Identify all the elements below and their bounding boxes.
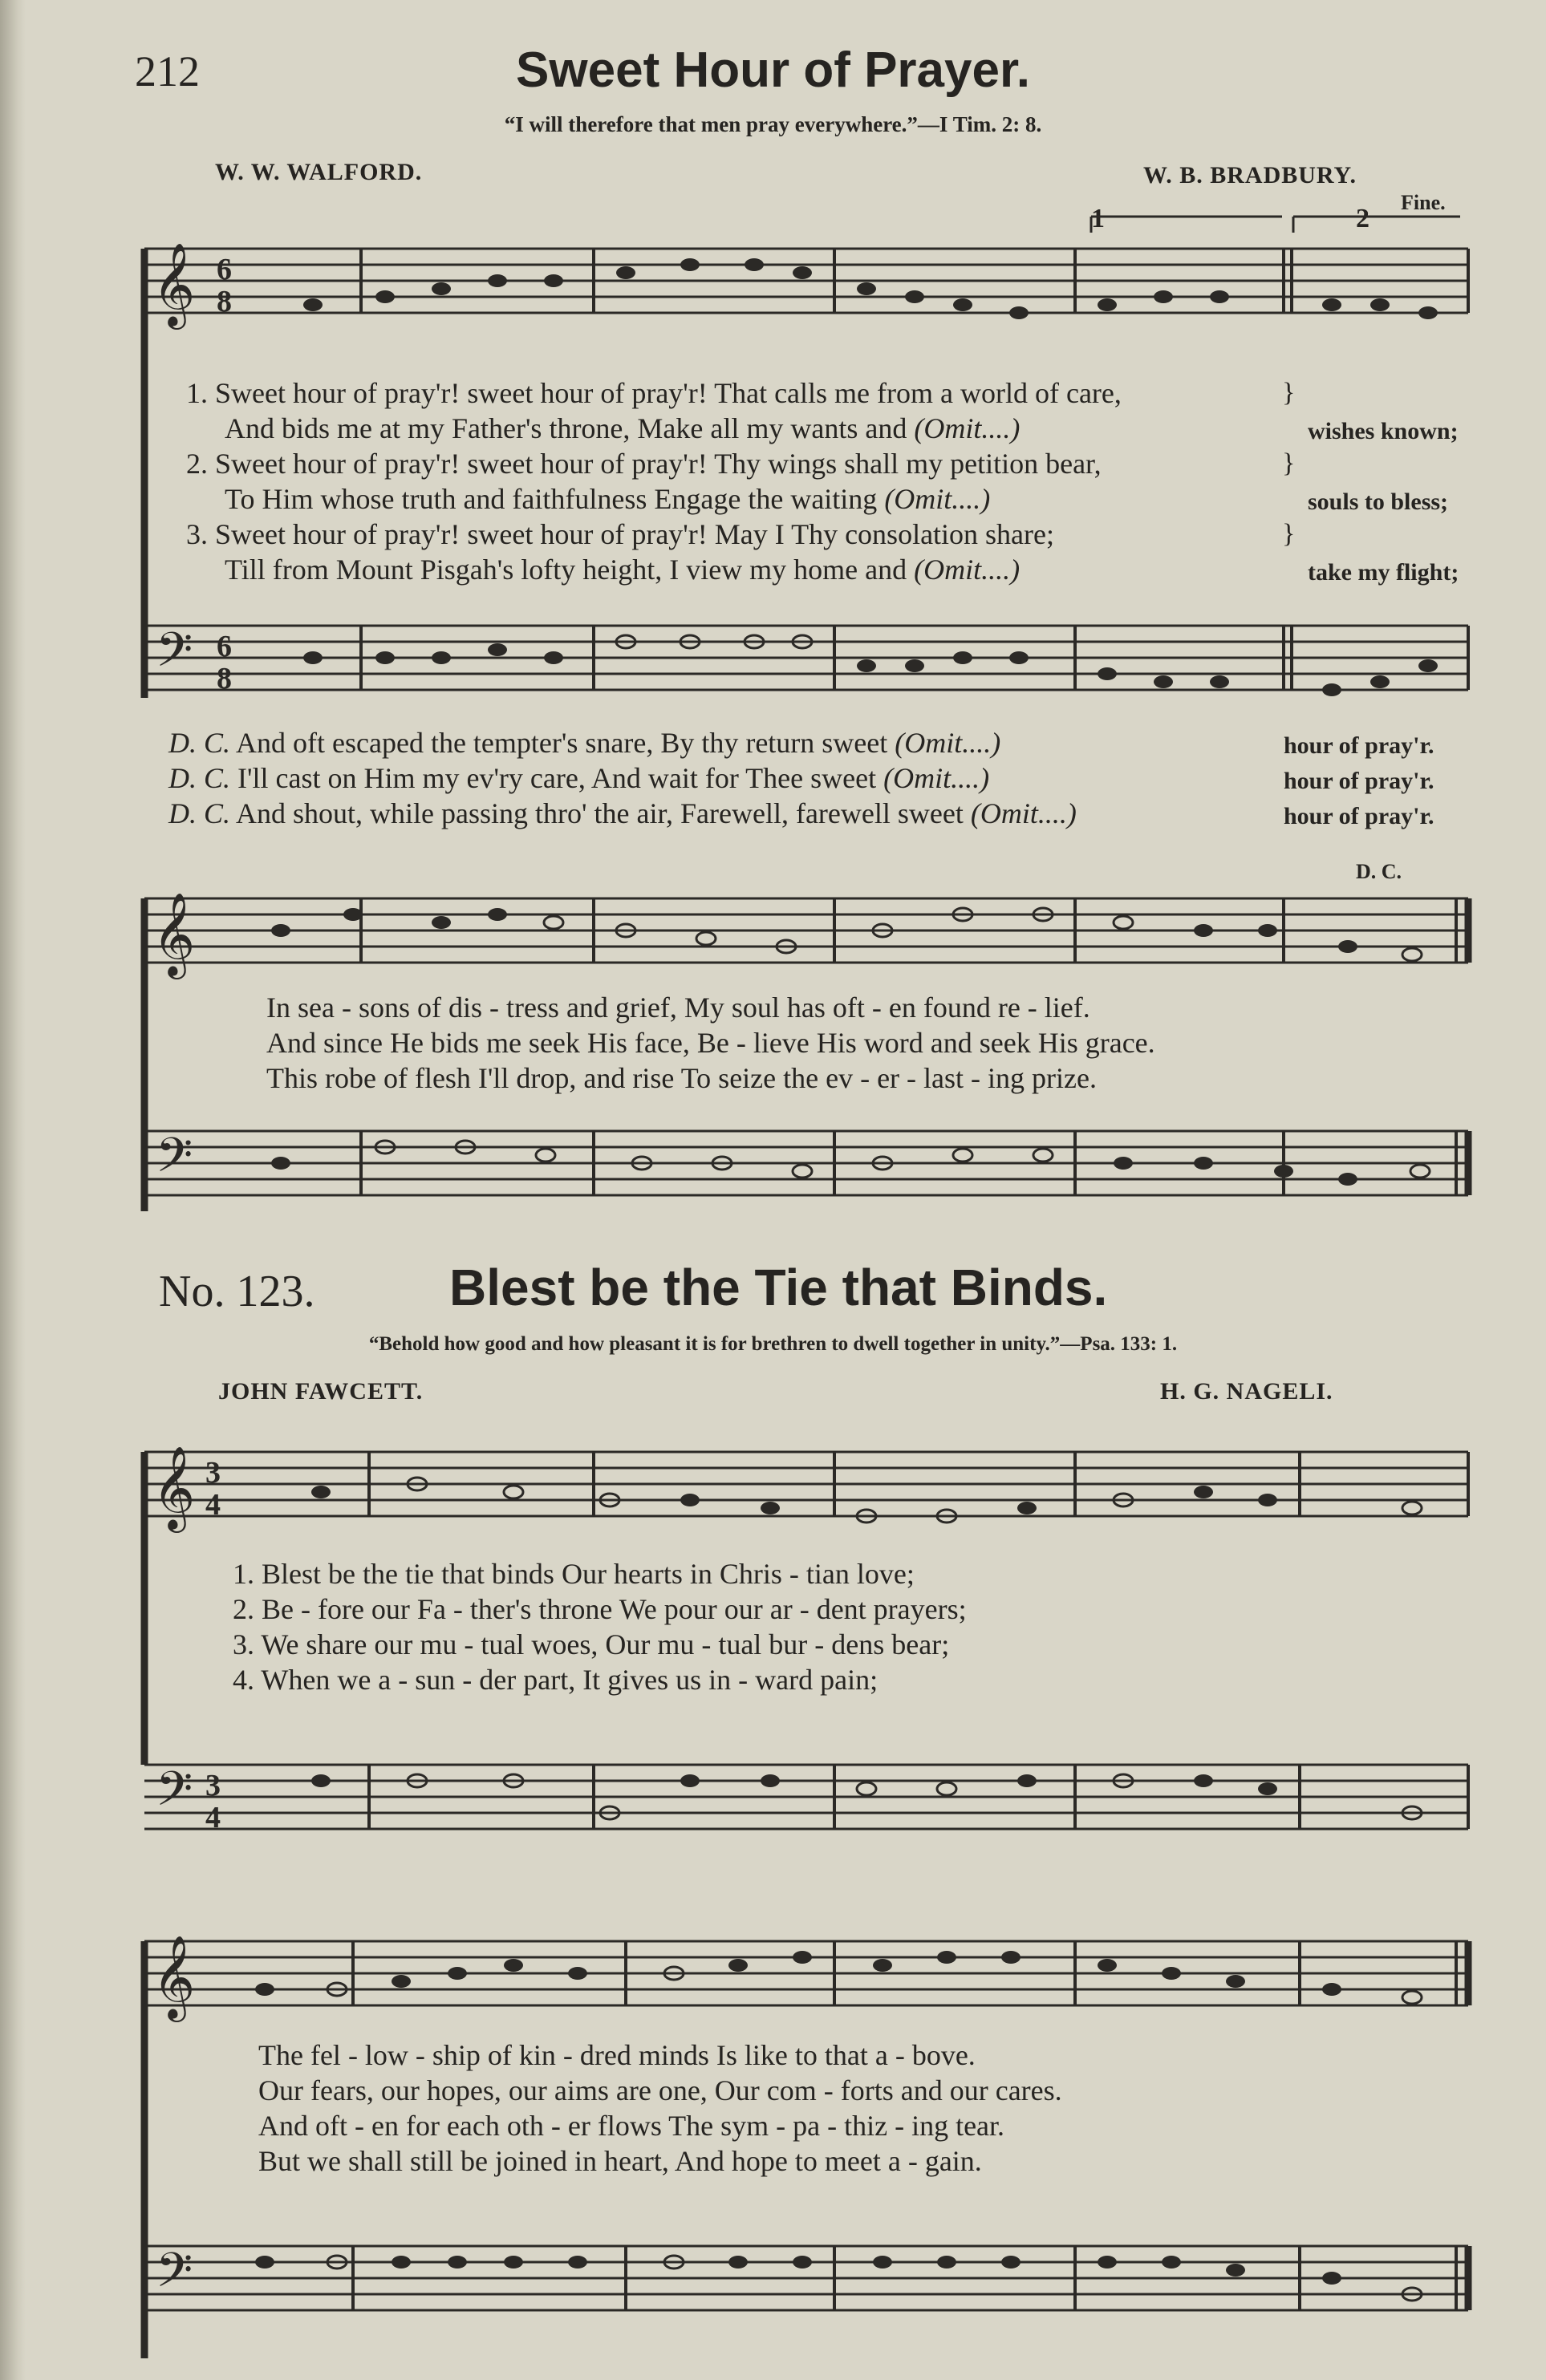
lyricist: W. W. WALFORD. — [215, 159, 423, 185]
note-heads — [303, 635, 1438, 696]
stanza-line: 4. When we a - sun - der part, It gives us in - ward pain; — [233, 1664, 879, 1696]
dc-line: D. C. I'll cast on Him my ev'ry care, And wait for Thee sweet (Omit....) — [168, 762, 990, 794]
svg-text:6: 6 — [217, 630, 232, 663]
treble-staff-2 — [144, 882, 1476, 995]
bass-clef-icon — [156, 1127, 193, 1194]
bass-clef-icon — [156, 2242, 193, 2309]
stanza-line: 1. Blest be the tie that binds Our hearts in Chris - tian love; — [233, 1558, 915, 1590]
second-ending-number: 2 — [1356, 204, 1369, 233]
treble-clef-icon — [152, 892, 195, 979]
svg-text:6: 6 — [217, 253, 232, 286]
bass-clef-icon — [156, 1761, 193, 1828]
stanza-line: And oft - en for each oth - er flows The sym - pa - thiz - ing tear. — [258, 2110, 1005, 2142]
dc-line: D. C. And shout, while passing thro' the air, Farewell, farewell sweet (Omit....) — [168, 797, 1077, 829]
bass-staff-3 — [144, 1749, 1476, 1861]
stanza-line: But we shall still be joined in heart, And hope to meet a - gain. — [258, 2145, 982, 2177]
lyricist: JOHN FAWCETT. — [218, 1378, 424, 1405]
first-ending-number: 1 — [1091, 204, 1105, 233]
verse-line: 2. Sweet hour of pray'r! sweet hour of pray'r! Thy wings shall my petition bear, — [186, 448, 1102, 480]
svg-text:4: 4 — [205, 1801, 221, 1835]
treble-staff-4 — [144, 1925, 1476, 2037]
treble-clef-icon — [152, 242, 195, 330]
verse-line: Till from Mount Pisgah's lofty height, I view my home and (Omit....) — [225, 553, 1021, 586]
svg-text:𝄢: 𝄢 — [156, 622, 193, 689]
verse-ending: souls to bless; — [1308, 489, 1449, 515]
hymn-title: Sweet Hour of Prayer. — [516, 43, 1030, 98]
bass-staff-4 — [144, 2230, 1476, 2342]
scripture-reference: “Behold how good and how pleasant it is for brethren to dwell together in unity.”—Psa. 133: 1. — [368, 1333, 1178, 1355]
svg-text:𝄢: 𝄢 — [156, 1127, 193, 1194]
bass-staff-2 — [144, 1115, 1476, 1227]
svg-text:3: 3 — [205, 1769, 221, 1802]
treble-clef-icon — [152, 1935, 195, 2022]
treble-staff-1 — [144, 233, 1476, 361]
scripture-reference: “I will therefore that men pray everywhere.”—I Tim. 2: 8. — [504, 112, 1042, 136]
svg-text:𝄢: 𝄢 — [156, 1761, 193, 1828]
book-gutter — [0, 0, 26, 2380]
verse-line: To Him whose truth and faithfulness Engage the waiting (Omit....) — [225, 483, 991, 515]
fine-mark: Fine. — [1401, 191, 1446, 214]
note-heads — [255, 1951, 1422, 2004]
refrain-line: And since He bids me seek His face, Be - lieve His word and seek His grace. — [266, 1027, 1155, 1059]
svg-text:𝄞: 𝄞 — [152, 1935, 196, 2019]
hymn-number: No. 123. — [159, 1267, 315, 1316]
hymn-title: Blest be the Tie that Binds. — [449, 1259, 1108, 1316]
svg-text:4: 4 — [205, 1488, 221, 1522]
verse-line: 3. Sweet hour of pray'r! sweet hour of pray'r! May I Thy consolation share; — [186, 518, 1055, 550]
dc-mark: D. C. — [1356, 860, 1402, 883]
page-number: 212 — [135, 47, 200, 95]
verse-line: 1. Sweet hour of pray'r! sweet hour of pray'r! That calls me from a world of care, — [186, 377, 1122, 409]
svg-text:3: 3 — [205, 1456, 221, 1490]
svg-text:𝄢: 𝄢 — [156, 2242, 193, 2309]
svg-text:𝄞: 𝄞 — [152, 892, 196, 976]
bass-clef-icon — [156, 622, 193, 689]
treble-clef-icon — [152, 1445, 195, 1533]
note-heads — [303, 258, 1438, 319]
svg-text:𝄞: 𝄞 — [152, 242, 196, 326]
composer: H. G. NAGELI. — [1160, 1378, 1333, 1405]
note-heads — [271, 908, 1422, 961]
svg-text:𝄞: 𝄞 — [152, 1445, 196, 1530]
svg-text:8: 8 — [217, 662, 232, 695]
stanza-line: 3. We share our mu - tual woes, Our mu - tual bur - dens bear; — [233, 1628, 950, 1660]
stanza-line: The fel - low - ship of kin - dred minds Is like to that a - bove. — [258, 2039, 976, 2071]
dc-line: D. C. And oft escaped the tempter's snare, By thy return sweet (Omit....) — [168, 727, 1001, 759]
stanza-line: Our fears, our hopes, our aims are one, Our com - forts and our cares. — [258, 2074, 1062, 2106]
stanza-line: 2. Be - fore our Fa - ther's throne We pour our ar - dent prayers; — [233, 1593, 967, 1625]
refrain-line: In sea - sons of dis - tress and grief, My soul has oft - en found re - lief. — [266, 991, 1090, 1024]
svg-text:8: 8 — [217, 285, 232, 318]
bass-staff-1 — [144, 610, 1476, 722]
refrain-line: This robe of flesh I'll drop, and rise To seize the ev - er - last - ing prize. — [266, 1062, 1097, 1094]
composer: W. B. BRADBURY. — [1143, 162, 1357, 189]
verse-ending: wishes known; — [1308, 418, 1459, 444]
verse-ending: take my flight; — [1308, 559, 1459, 586]
treble-staff-3 — [144, 1436, 1476, 1548]
verse-line: And bids me at my Father's throne, Make all my wants and (Omit....) — [225, 412, 1021, 444]
